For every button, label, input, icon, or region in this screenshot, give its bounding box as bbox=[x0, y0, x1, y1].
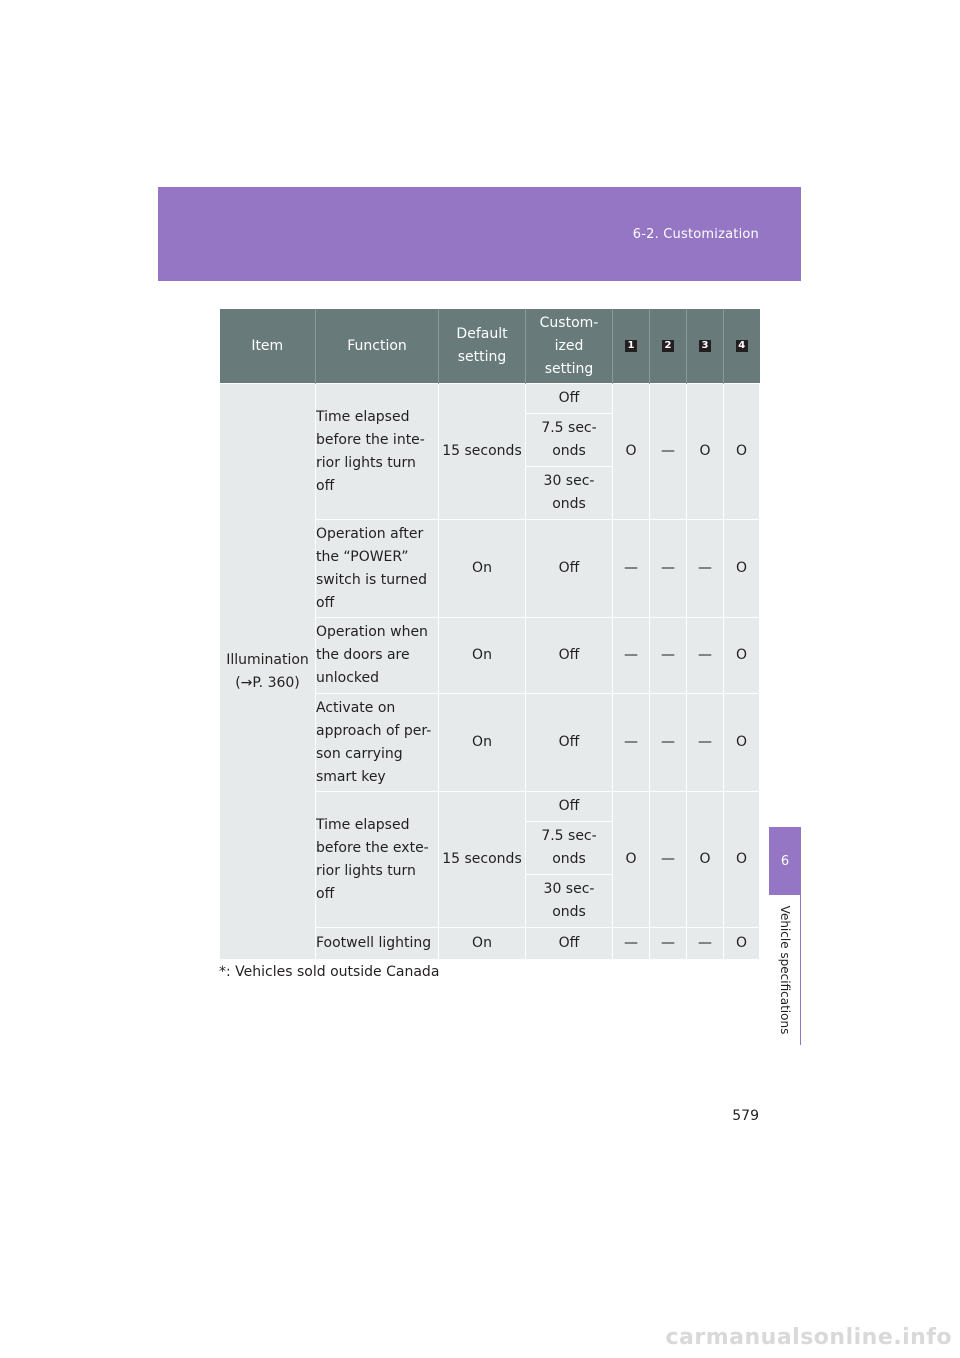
customized-text: 7.5 sec- bbox=[541, 420, 597, 436]
col1-cell: — bbox=[613, 520, 650, 618]
col3-cell: — bbox=[687, 928, 724, 960]
function-text: Activate on bbox=[316, 699, 396, 716]
function-cell: Footwell lighting bbox=[316, 928, 439, 960]
customized-cell: Off bbox=[526, 618, 613, 694]
col4-cell: O bbox=[724, 792, 760, 928]
customized-cell: Off bbox=[526, 694, 613, 792]
customized-cell bbox=[526, 414, 613, 467]
col2-cell: — bbox=[650, 928, 687, 960]
col2-cell: — bbox=[650, 520, 687, 618]
function-text: switch is turned bbox=[316, 571, 428, 588]
col1-cell: — bbox=[613, 928, 650, 960]
col-header-custom-l2: ized bbox=[554, 337, 584, 354]
customized-cell: Off bbox=[526, 520, 613, 618]
item-label: Illumination bbox=[226, 651, 309, 668]
customized-cell: Off bbox=[526, 928, 613, 960]
col2-cell: — bbox=[650, 384, 687, 520]
col-header-1 bbox=[613, 309, 650, 384]
customized-text: onds bbox=[552, 443, 586, 459]
function-text: Operation after bbox=[316, 525, 424, 542]
customized-text: 7.5 sec- bbox=[541, 828, 597, 844]
function-text: Operation when bbox=[316, 624, 428, 640]
function-text: smart key bbox=[316, 768, 386, 785]
function-text: unlocked bbox=[316, 670, 380, 686]
col2-cell: — bbox=[650, 792, 687, 928]
customized-text: Off bbox=[558, 390, 580, 406]
function-cell bbox=[316, 520, 439, 618]
function-cell bbox=[316, 792, 439, 928]
col-header-3 bbox=[687, 309, 724, 384]
number-4-icon: 4 bbox=[736, 340, 748, 352]
number-1-icon: 1 bbox=[625, 340, 637, 352]
col4-cell: O bbox=[724, 384, 760, 520]
col1-cell: — bbox=[613, 618, 650, 694]
default-cell: On bbox=[439, 520, 526, 618]
page-number: 579 bbox=[732, 1108, 759, 1124]
col4-cell: O bbox=[724, 928, 760, 960]
col-header-item: Item bbox=[220, 309, 316, 384]
col2-cell: — bbox=[650, 618, 687, 694]
customized-text: 30 sec- bbox=[543, 473, 595, 489]
section-title: 6-2. Customization bbox=[632, 227, 759, 242]
default-cell: 15 seconds bbox=[439, 792, 526, 928]
function-text: son carrying bbox=[316, 745, 403, 762]
function-cell bbox=[316, 384, 439, 520]
default-cell: On bbox=[439, 618, 526, 694]
col3-cell: O bbox=[687, 792, 724, 928]
col4-cell: O bbox=[724, 618, 760, 694]
col4-cell: O bbox=[724, 520, 760, 618]
customized-cell bbox=[526, 467, 613, 520]
col3-cell: O bbox=[687, 384, 724, 520]
chapter-number: 6 bbox=[780, 853, 790, 869]
footnote: *: Vehicles sold outside Canada bbox=[219, 964, 440, 980]
col3-cell: — bbox=[687, 520, 724, 618]
customized-cell bbox=[526, 875, 613, 928]
function-text: Time elapsed bbox=[316, 816, 410, 833]
col3-cell: — bbox=[687, 618, 724, 694]
number-2-icon: 2 bbox=[662, 340, 674, 352]
customization-table bbox=[219, 309, 760, 960]
function-text: before the exte- bbox=[316, 839, 429, 856]
function-text: the doors are bbox=[316, 647, 410, 663]
customized-cell bbox=[526, 384, 613, 414]
col-header-default-l1: Default bbox=[456, 326, 508, 342]
customized-text: onds bbox=[552, 496, 586, 512]
customized-text: onds bbox=[552, 904, 586, 920]
function-text: Time elapsed bbox=[316, 408, 410, 425]
customized-cell bbox=[526, 822, 613, 875]
number-3-icon: 3 bbox=[699, 340, 711, 352]
function-cell bbox=[316, 694, 439, 792]
col-header-custom-l1: Custom- bbox=[539, 314, 599, 331]
customized-text: 30 sec- bbox=[543, 881, 595, 897]
default-cell: On bbox=[439, 694, 526, 792]
col1-cell: — bbox=[613, 694, 650, 792]
function-text: approach of per- bbox=[316, 722, 432, 739]
chapter-divider bbox=[800, 895, 801, 1045]
customized-text: Off bbox=[558, 798, 580, 814]
function-text: rior lights turn off bbox=[316, 862, 416, 902]
col-header-customized bbox=[526, 309, 613, 384]
col4-cell: O bbox=[724, 694, 760, 792]
table-row bbox=[220, 384, 760, 414]
header-band bbox=[158, 187, 801, 281]
col-header-default bbox=[439, 309, 526, 384]
header-row bbox=[220, 309, 760, 384]
col1-cell: O bbox=[613, 792, 650, 928]
function-cell bbox=[316, 618, 439, 694]
col2-cell: — bbox=[650, 694, 687, 792]
function-text: before the inte- bbox=[316, 431, 425, 448]
default-cell: 15 seconds bbox=[439, 384, 526, 520]
col3-cell: — bbox=[687, 694, 724, 792]
item-reference: (→P. 360) bbox=[235, 674, 300, 691]
customized-cell bbox=[526, 792, 613, 822]
col-header-custom-l3: setting bbox=[544, 360, 594, 377]
col-header-function: Function bbox=[316, 309, 439, 384]
chapter-label: Vehicle specifications bbox=[778, 905, 792, 1035]
col1-cell: O bbox=[613, 384, 650, 520]
watermark: carmanualsonline.info bbox=[665, 1325, 952, 1350]
item-cell bbox=[220, 384, 316, 960]
col-header-default-l2: setting bbox=[457, 349, 507, 365]
chapter-tab bbox=[769, 827, 801, 895]
function-text: off bbox=[316, 594, 335, 611]
default-cell: On bbox=[439, 928, 526, 960]
customized-text: onds bbox=[552, 851, 586, 867]
function-text: rior lights turn off bbox=[316, 454, 416, 494]
col-header-4 bbox=[724, 309, 760, 384]
function-text: the “POWER” bbox=[316, 548, 409, 565]
col-header-2 bbox=[650, 309, 687, 384]
